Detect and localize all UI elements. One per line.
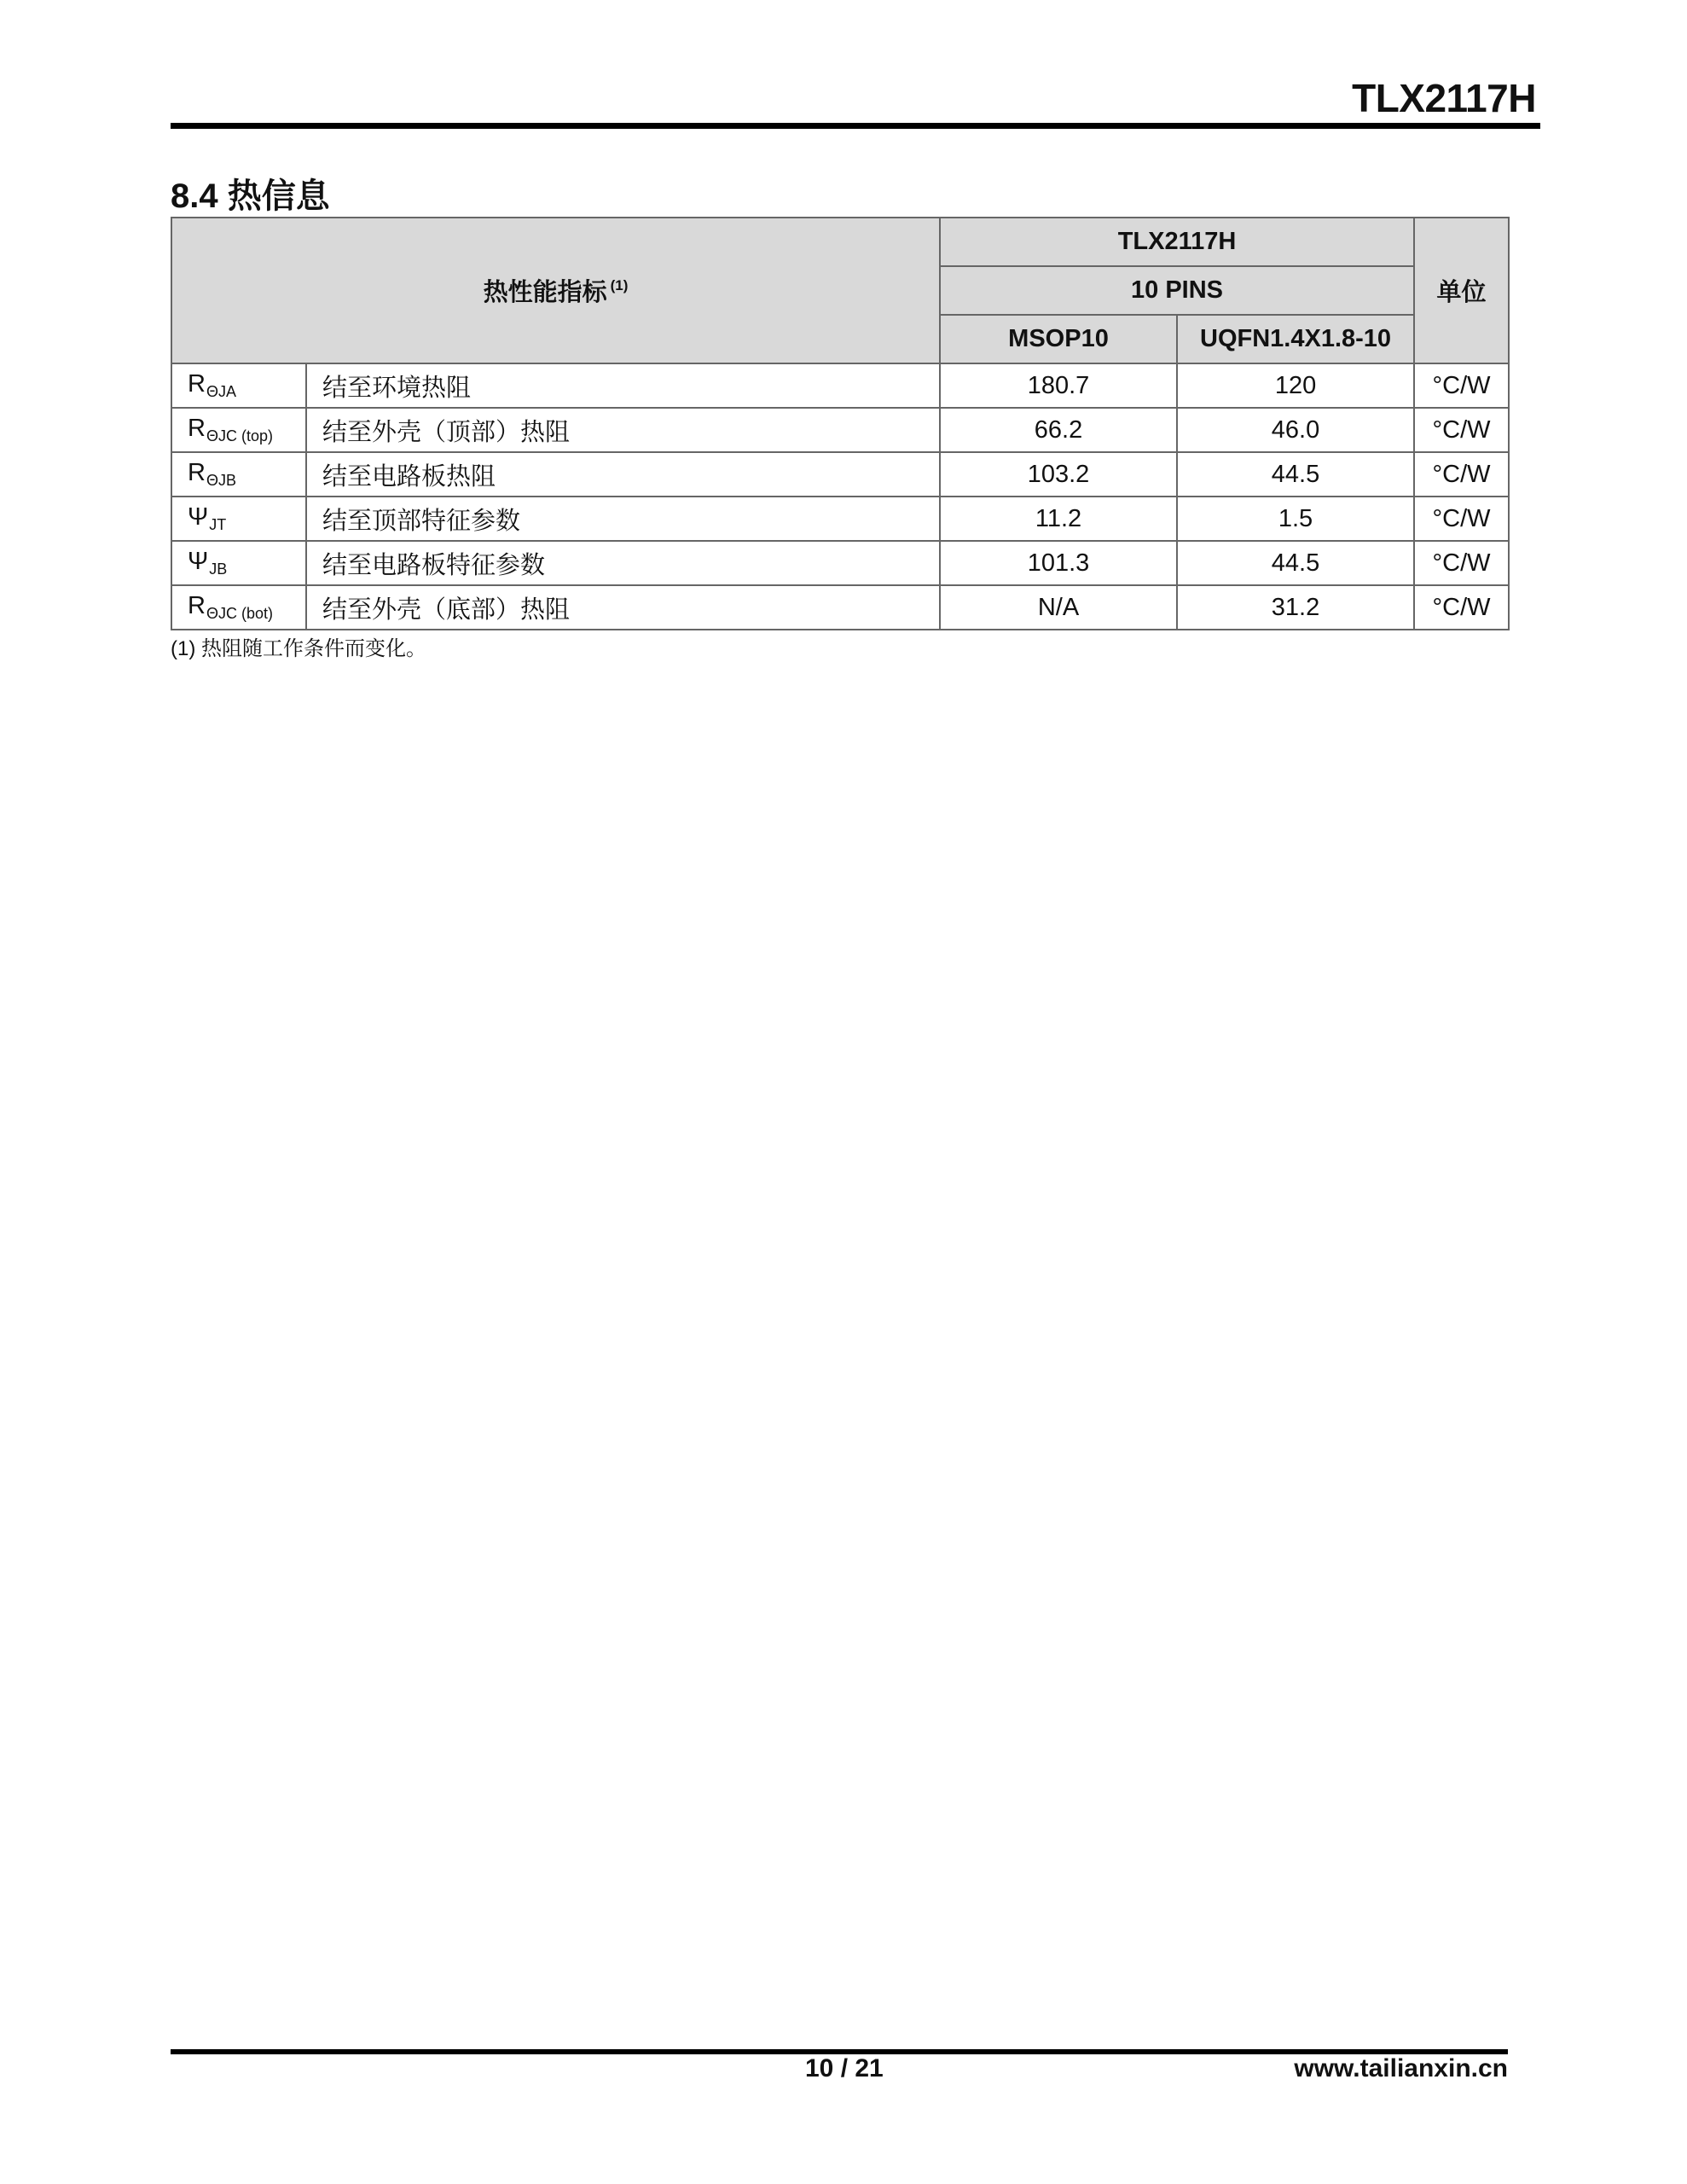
page-number: 10 / 21: [805, 2054, 884, 2082]
pins-header: 10 PINS: [940, 266, 1414, 315]
symbol-subscript: ΘJC (bot): [206, 605, 273, 622]
description-cell: 结至环境热阻: [306, 363, 940, 408]
description-cell: 结至顶部特征参数: [306, 497, 940, 541]
symbol-main: R: [188, 592, 206, 619]
msop10-value: N/A: [940, 585, 1177, 630]
symbol-main: R: [188, 370, 206, 398]
table-footnote: (1) 热阻随工作条件而变化。: [171, 637, 426, 660]
table-row: [171, 363, 1509, 408]
unit-header: 单位: [1414, 218, 1509, 363]
metric-header-label: 热性能指标: [483, 279, 607, 306]
description-cell: 结至电路板特征参数: [306, 541, 940, 585]
footnote-ref: (1): [610, 277, 629, 293]
header-divider: [171, 123, 1540, 129]
table-row: [171, 452, 1509, 497]
document-header-title: TLX2117H: [1352, 76, 1536, 120]
symbol-cell: [171, 541, 306, 585]
uqfn-value: 120: [1177, 363, 1414, 408]
uqfn-value: 44.5: [1177, 541, 1414, 585]
symbol-subscript: ΘJA: [206, 383, 236, 400]
device-header: TLX2117H: [940, 218, 1414, 266]
unit-cell: °C/W: [1414, 585, 1509, 630]
msop10-value: 11.2: [940, 497, 1177, 541]
symbol-subscript: JB: [209, 561, 228, 578]
uqfn-value: 46.0: [1177, 408, 1414, 452]
table-row: [171, 541, 1509, 585]
msop10-value: 103.2: [940, 452, 1177, 497]
package-header-uqfn: UQFN1.4X1.8-10: [1177, 315, 1414, 363]
unit-cell: °C/W: [1414, 363, 1509, 408]
website-link[interactable]: www.tailianxin.cn: [1294, 2054, 1508, 2082]
symbol-subscript: ΘJB: [206, 472, 236, 489]
table-row: [171, 497, 1509, 541]
symbol-cell: [171, 408, 306, 452]
symbol-subscript: ΘJC (top): [206, 427, 273, 444]
uqfn-value: 1.5: [1177, 497, 1414, 541]
msop10-value: 66.2: [940, 408, 1177, 452]
symbol-cell: [171, 452, 306, 497]
unit-cell: °C/W: [1414, 497, 1509, 541]
symbol-subscript: JT: [209, 516, 227, 533]
symbol-cell: [171, 497, 306, 541]
symbol-main: Ψ: [188, 548, 209, 575]
table-row: [171, 408, 1509, 452]
uqfn-value: 31.2: [1177, 585, 1414, 630]
msop10-value: 180.7: [940, 363, 1177, 408]
description-cell: 结至外壳（顶部）热阻: [306, 408, 940, 452]
symbol-main: R: [188, 459, 206, 486]
symbol-main: Ψ: [188, 503, 209, 531]
symbol-cell: [171, 585, 306, 630]
description-cell: 结至外壳（底部）热阻: [306, 585, 940, 630]
thermal-info-table: [171, 217, 1510, 630]
package-header-msop10: MSOP10: [940, 315, 1177, 363]
symbol-main: R: [188, 415, 206, 442]
unit-cell: °C/W: [1414, 452, 1509, 497]
section-title: 8.4 热信息: [171, 177, 330, 215]
description-cell: 结至电路板热阻: [306, 452, 940, 497]
metric-header: [171, 218, 940, 363]
msop10-value: 101.3: [940, 541, 1177, 585]
table-row: [171, 585, 1509, 630]
unit-cell: °C/W: [1414, 541, 1509, 585]
unit-cell: °C/W: [1414, 408, 1509, 452]
symbol-cell: [171, 363, 306, 408]
uqfn-value: 44.5: [1177, 452, 1414, 497]
